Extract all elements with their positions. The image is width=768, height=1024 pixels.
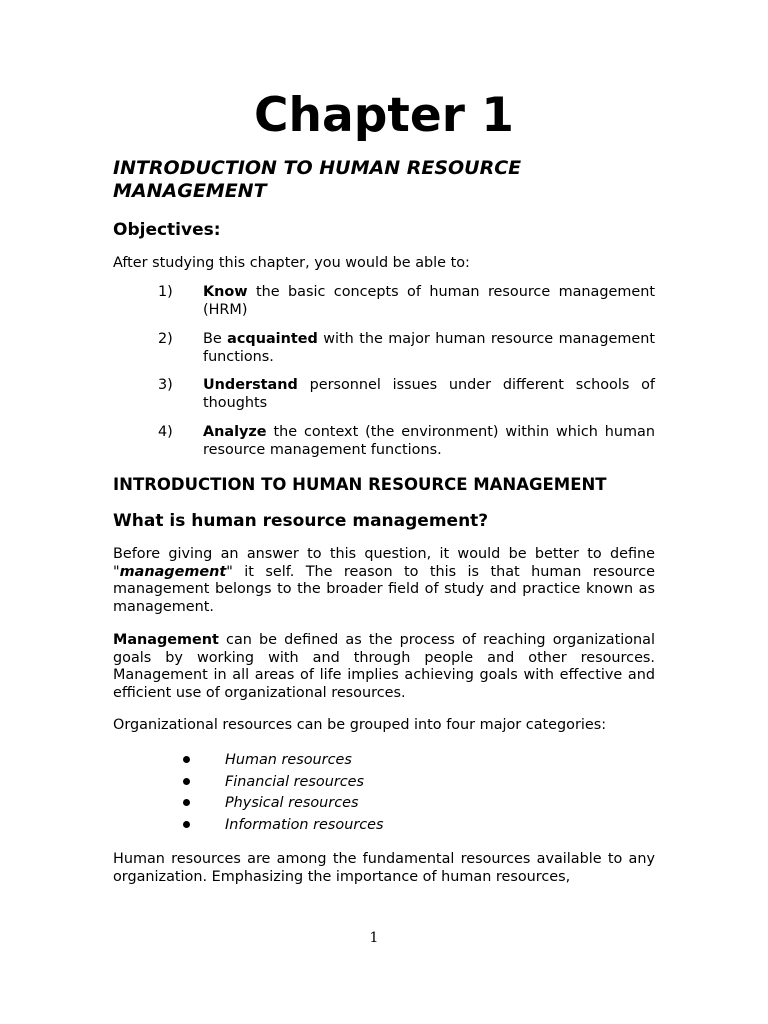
resource-list xyxy=(113,752,658,839)
list-item-label: Human resources xyxy=(225,752,352,768)
paragraph-definition-intro xyxy=(113,546,655,616)
objective-number: 4) xyxy=(158,424,173,440)
objective-keyword: Analyze xyxy=(203,424,267,440)
objective-number: 1) xyxy=(158,284,173,300)
objective-text xyxy=(203,377,655,412)
objective-description: the basic concepts of human resource management (HRM) xyxy=(203,284,655,318)
question-heading: What is human resource management? xyxy=(113,511,489,531)
paragraph-management-definition xyxy=(113,632,655,702)
objective-text xyxy=(203,284,655,319)
objective-text xyxy=(203,331,655,366)
objectives-intro: After studying this chapter, you would be able to: xyxy=(113,255,470,271)
objective-description: personnel issues under different schools of thoughts xyxy=(203,377,655,411)
list-item xyxy=(113,774,658,796)
bullet-icon xyxy=(183,756,190,763)
bullet-icon xyxy=(183,799,190,806)
list-item-label: Information resources xyxy=(225,817,384,834)
chapter-title: Chapter 1 xyxy=(254,88,514,143)
objectives-heading: Objectives: xyxy=(113,220,221,240)
intro-heading: INTRODUCTION TO HUMAN RESOURCE MANAGEMENT xyxy=(113,475,607,494)
objective-keyword: acquainted xyxy=(227,331,318,347)
bullet-icon xyxy=(183,778,190,785)
list-item xyxy=(113,752,658,774)
list-item xyxy=(113,817,658,839)
objective-description: with the major human resource management functions. xyxy=(203,331,655,365)
defined-term: Management xyxy=(113,632,219,648)
paragraph-human-resources: Human resources are among the fundamental resources available to any organization. Emphasizing the importance of human resources, xyxy=(113,851,655,885)
objective-number: 3) xyxy=(158,377,173,393)
page-number: 1 xyxy=(369,930,379,946)
list-item-label: Physical resources xyxy=(225,795,359,812)
paragraph-resource-categories: Organizational resources can be grouped into four major categories: xyxy=(113,717,607,733)
objective-description: the context (the environment) within which human resource management functions. xyxy=(203,424,655,458)
paragraph-text: " it self. The reason to this is that human resource management belongs to the broader field of study and practice known as management. xyxy=(113,563,655,615)
paragraph-text: can be defined as the process of reaching organizational goals by working with and through people and other resources. Management in all areas of life implies achieving goals with effective and efficient use of organizational resources. xyxy=(113,632,655,701)
objective-keyword: Understand xyxy=(203,377,298,393)
objective-keyword: Know xyxy=(203,284,248,300)
objective-prefix: Be xyxy=(203,331,228,347)
bullet-icon xyxy=(183,821,190,828)
list-item xyxy=(113,795,658,817)
emphasized-term: management xyxy=(119,563,227,580)
section-title: INTRODUCTION TO HUMAN RESOURCE MANAGEMENT xyxy=(113,157,522,202)
paragraph-text: Before giving an answer to this question, it would be better to define " xyxy=(113,546,655,580)
objective-text xyxy=(203,424,655,459)
objective-number: 2) xyxy=(158,331,173,347)
list-item-label: Financial resources xyxy=(225,773,365,790)
